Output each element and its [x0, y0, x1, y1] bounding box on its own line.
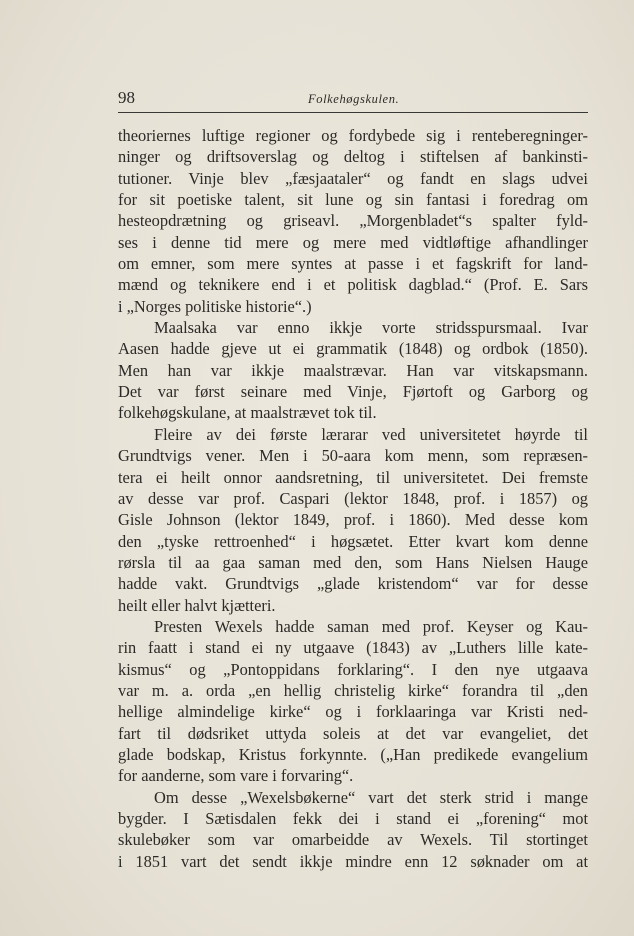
paragraph-start-line: Maalsaka var enno ikkje vorte stridsspursmaal. Ivar	[154, 318, 588, 338]
text-line: ses i denne tid mere og mere med vidtløftige afhandlinger	[118, 232, 588, 252]
running-head: Folkehøgskulen.	[308, 92, 400, 106]
text-line: Aasen hadde gjeve ut ei grammatik (1848) og ordbok (1850).	[118, 339, 588, 359]
text-line: Det var først seinare med Vinje, Fjørtoft og Garborg og	[118, 382, 588, 402]
text-line: Gisle Johnson (lektor 1849, prof. i 1860). Med desse kom	[118, 510, 588, 530]
text-line: ninger og driftsoverslag og deltog i stiftelsen af bankinsti-	[118, 147, 588, 167]
page-number: 98	[118, 88, 135, 107]
text-line: var m. a. orda „en hellig christelig kirke“ forandra til „den	[118, 680, 588, 700]
text-line: hellige almindelige kirke“ og i forklaaringa var Kristi ned-	[118, 702, 588, 722]
paragraph-start-line: Fleire av dei første lærarar ved universitetet høyrde til	[154, 424, 588, 444]
paragraph-start-line: Om desse „Wexelsbøkerne“ vart det sterk strid i mange	[154, 787, 588, 807]
text-line: av desse var prof. Caspari (lektor 1848, prof. i 1857) og	[118, 488, 588, 508]
text-line: glade bodskap, Kristus forkynnte. („Han predikede evangelium	[118, 744, 588, 764]
text-line: om emner, som mere syntes at passe i et fagskrift for land-	[118, 254, 588, 274]
text-line: i 1851 vart det sendt ikkje mindre enn 12 søknader om at	[118, 851, 588, 871]
text-line: fart til dødsriket uttyda soleis at det var evangeliet, det	[118, 723, 588, 743]
text-line: hesteopdrætning og griseavl. „Morgenbladet“s spalter fyld-	[118, 211, 588, 231]
text-line: tera ei heilt onnor aandsretning, til universitetet. Dei fremste	[118, 467, 588, 487]
text-line: folkehøgskulane, at maalstrævet tok til.	[118, 403, 377, 423]
text-line: heilt eller halvt kjætteri.	[118, 595, 276, 615]
text-line: mænd og teknikere end i et politisk dagblad.“ (Prof. E. Sars	[118, 275, 588, 295]
page-header	[118, 88, 588, 113]
text-line: skulebøker som var omarbeidde av Wexels. Til stortinget	[118, 830, 588, 850]
text-line: i „Norges politiske historie“.)	[118, 296, 312, 316]
text-line: theoriernes luftige regioner og fordybede sig i renteberegninger-	[118, 126, 588, 145]
paragraph-start-line: Presten Wexels hadde saman med prof. Keyser og Kau-	[154, 616, 588, 636]
text-line: den „tyske rettroenhed“ i høgsætet. Etter kvart kom denne	[118, 531, 588, 551]
text-line: kismus“ og „Pontoppidans forklaring“. I den nye utgaava	[118, 659, 588, 679]
text-line: for aanderne, som vare i forvaring“.	[118, 766, 354, 786]
text-line: hadde vakt. Grundtvigs „glade kristendom“ var for desse	[118, 574, 588, 594]
text-line: for sit poetiske talent, sit lune og sin fantasi i foredrag om	[118, 190, 588, 210]
text-line: bygder. I Sætisdalen fekk dei i stand ei „forening“ mot	[118, 809, 588, 828]
text-line: Men han var ikkje maalstrævar. Han var vitskapsmann.	[118, 360, 588, 380]
text-line: tutioner. Vinje blev „fæsjaataler“ og fandt en slags udvei	[118, 168, 588, 188]
text-line: rørsla til aa gaa saman med den, som Hans Nielsen Hauge	[118, 552, 588, 572]
text-line: Grundtvigs vener. Men i 50-aara kom menn, som repræsen-	[118, 446, 588, 466]
text-line: rin faatt i stand ei ny utgaave (1843) av „Luthers lille kate-	[118, 638, 588, 658]
body-text	[118, 125, 588, 872]
